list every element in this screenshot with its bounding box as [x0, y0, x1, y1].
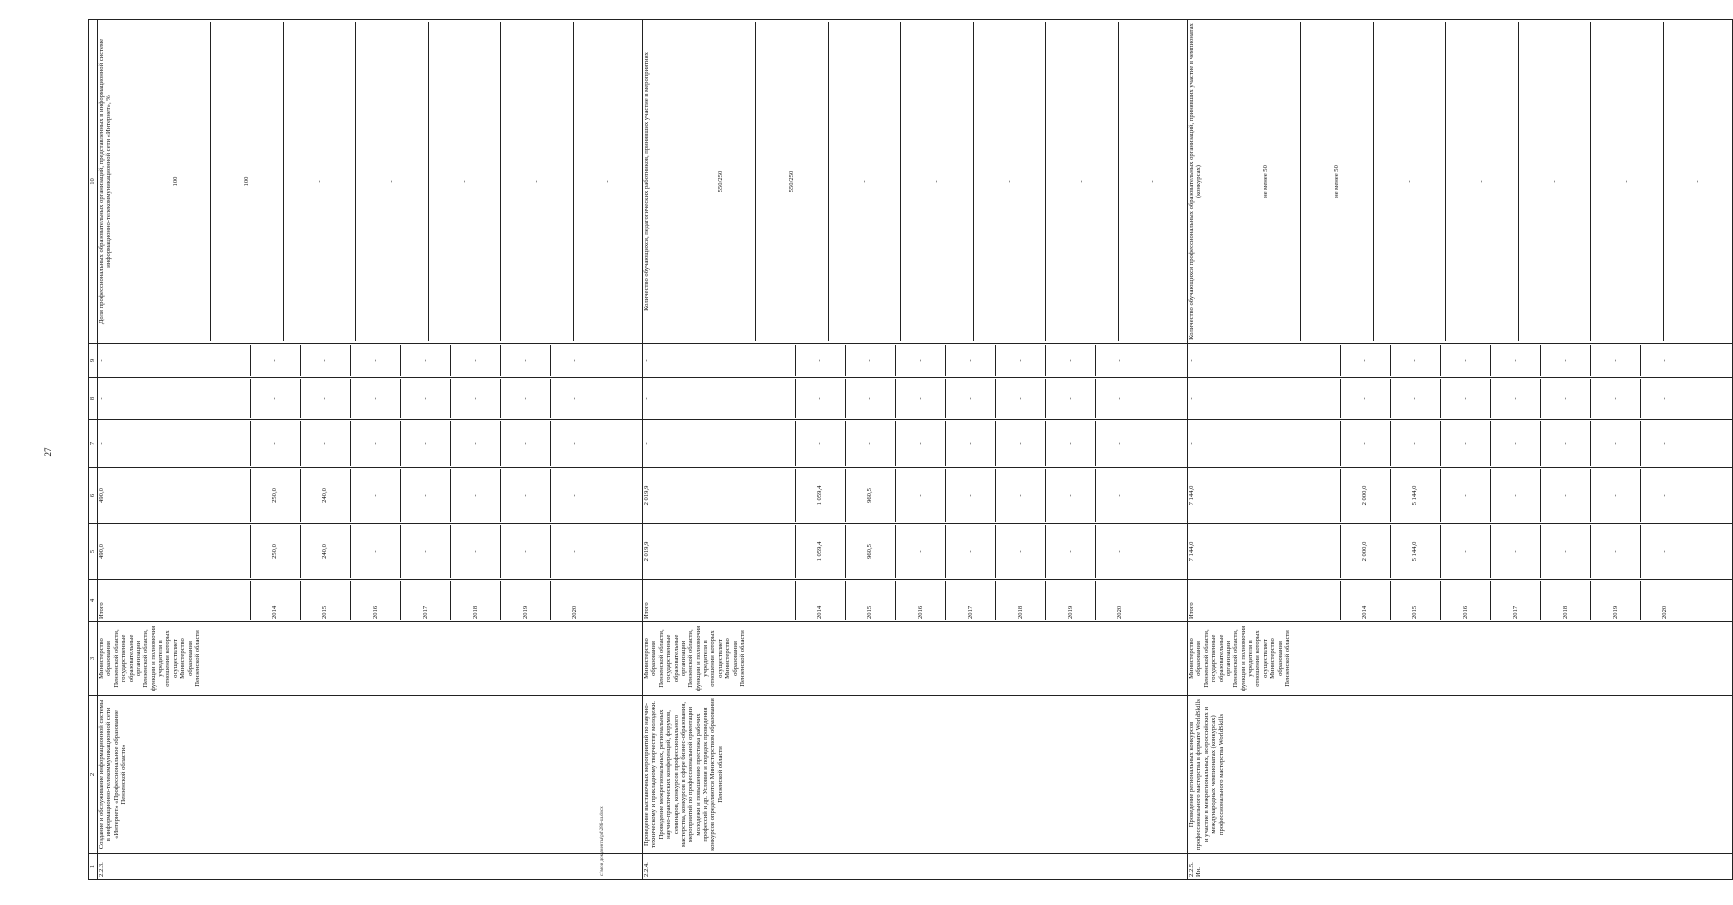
year-value-cell: 490,0 — [98, 525, 250, 578]
indicator-text: Доля профессиональных образовательных организаций, представленных в информационной системе информационно-телекоммуникационной сети «Интернет», % — [98, 38, 113, 325]
year-value-cell: 5 144,0 — [1390, 525, 1440, 578]
year-value-cell: 100 — [142, 22, 211, 341]
year-value-cell: - — [895, 525, 945, 578]
executor-cell: Министерство образования Пензенской области, государственные образовательные организации Пензенской области, функции и полномочия учредителя в отношении которых осуществляет Министерство образования Пензенской области — [98, 622, 643, 696]
year-value-cell: - — [1660, 494, 1668, 497]
years-cell — [1188, 580, 1733, 622]
year-values-table — [98, 581, 598, 620]
year-value-cell: 2017 — [945, 581, 995, 620]
year-value-cell: - — [570, 442, 578, 445]
year-value-cell: 1 059,4 — [795, 469, 845, 522]
year-value-cell: - — [356, 22, 429, 341]
table-row — [98, 20, 643, 880]
year-value-cell: - — [250, 421, 300, 466]
year-values-table — [98, 379, 598, 418]
year-value-cell: - — [1045, 469, 1095, 522]
year-value-cell: - — [845, 421, 895, 466]
year-value-cell: 5 144,0 — [1390, 469, 1440, 522]
year-value-cell: - — [500, 525, 550, 578]
col8-cell — [643, 378, 1188, 420]
activity-description: Проведение выставочных мероприятий по научно-техническому и прикладному творчеству молодежи. Проведение межрегиональных, региональных научно-практических конференций, форумов, семинаров, конкурсов профессионального мастерства, конкурсов в сфере бизнес-образования, мероприятий по профессиональной ориентации молодежи и повышению престижа рабочих профессий и др. Условия и порядок проведения конкурсов определяются Министерством образования Пензенской области — [643, 696, 1188, 854]
year-value-cell: 490,0 — [98, 469, 250, 522]
year-values-table — [98, 525, 598, 578]
year-value-cell: - — [1490, 379, 1540, 418]
year-value-cell: - — [400, 421, 450, 466]
year-value-cell: - — [500, 379, 550, 418]
year-value-cell: - — [1660, 397, 1668, 400]
year-value-cell: - — [1115, 397, 1123, 400]
col8-cell — [98, 378, 643, 420]
year-value-cell: - — [400, 345, 450, 376]
year-value-cell: - — [1540, 421, 1590, 466]
year-value-cell: - — [845, 379, 895, 418]
year-value-cell: - — [1340, 345, 1390, 376]
year-value-cell: - — [1590, 525, 1640, 578]
column-number: 2 — [89, 696, 98, 854]
year-value-cell: - — [1590, 469, 1640, 522]
year-value-cell: - — [500, 421, 550, 466]
year-value-cell: - — [1115, 359, 1123, 362]
year-values-table — [643, 421, 1143, 466]
indicator-text: Количество обучающихся, педагогических работников, принявших участие в мероприятиях — [643, 52, 650, 311]
year-value-cell: - — [1660, 550, 1668, 553]
year-value-cell: 2019 — [1590, 581, 1640, 620]
year-value-cell: 7 144,0 — [1188, 525, 1340, 578]
year-value-cell: - — [400, 525, 450, 578]
year-value-cell: - — [500, 345, 550, 376]
year-value-cell: - — [350, 421, 400, 466]
year-value-cell: - — [501, 22, 574, 341]
activity-description: Создание и обслуживание информационной системы в информационно-телекоммуникационной сети «Интернет» «Профессиональное образование Пензенской области» — [98, 696, 643, 854]
year-value-cell: 250,0 — [250, 525, 300, 578]
year-value-cell: - — [973, 22, 1046, 341]
year-value-cell: - — [300, 379, 350, 418]
year-value-cell: - — [450, 525, 500, 578]
year-value-cell: - — [828, 22, 901, 341]
year-value-cell: - — [1490, 525, 1540, 578]
year-value-cell: - — [350, 379, 400, 418]
year-value-cell: 2015 — [845, 581, 895, 620]
year-value-cell: - — [1045, 379, 1095, 418]
year-value-cell: 2020 — [1115, 605, 1123, 619]
years-cell — [98, 580, 643, 622]
year-values-table — [1188, 379, 1688, 418]
year-value-cell: - — [1115, 550, 1123, 553]
year-value-cell: - — [995, 379, 1045, 418]
year-values-table — [643, 469, 1143, 522]
regional-budget-cell — [98, 468, 643, 524]
program-table — [88, 19, 1733, 880]
year-value-cell: 2 019,9 — [643, 469, 795, 522]
year-value-cell: - — [1390, 345, 1440, 376]
year-value-cell: - — [1188, 421, 1340, 466]
year-value-cell: 1 059,4 — [795, 525, 845, 578]
year-value-cell: - — [1045, 421, 1095, 466]
year-value-cell: - — [895, 469, 945, 522]
year-value-cell: - — [1188, 379, 1340, 418]
years-cell — [643, 580, 1188, 622]
year-values-table — [643, 581, 1143, 620]
year-value-cell: 2019 — [1045, 581, 1095, 620]
year-value-cell: - — [643, 379, 795, 418]
row-number: 2.2.4. — [643, 854, 1188, 880]
year-values-table — [1232, 22, 1732, 341]
year-value-cell: Итого — [98, 581, 250, 620]
year-value-cell: - — [945, 345, 995, 376]
year-value-cell: - — [995, 345, 1045, 376]
year-value-cell: - — [1540, 469, 1590, 522]
year-value-cell: 240,0 — [300, 469, 350, 522]
year-value-cell: 960,5 — [845, 469, 895, 522]
year-value-cell: - — [400, 379, 450, 418]
year-value-cell: - — [450, 421, 500, 466]
total-funding-cell — [643, 524, 1188, 580]
year-value-cell: - — [1149, 180, 1157, 183]
year-value-cell: - — [1694, 180, 1702, 183]
year-value-cell: - — [1045, 525, 1095, 578]
year-value-cell: 100 — [211, 22, 284, 341]
year-value-cell: 2020 — [1660, 605, 1668, 619]
year-value-cell: - — [1390, 421, 1440, 466]
year-value-cell: - — [450, 345, 500, 376]
row-number: 2.2.3. — [98, 854, 643, 880]
total-funding-cell — [98, 524, 643, 580]
year-values-table — [98, 345, 598, 376]
year-value-cell: - — [1390, 379, 1440, 418]
year-value-cell: - — [1446, 22, 1519, 341]
page-number: 27 — [43, 447, 53, 457]
year-value-cell: 2014 — [795, 581, 845, 620]
year-value-cell: 2015 — [1390, 581, 1440, 620]
year-value-cell: 2016 — [1440, 581, 1490, 620]
regional-budget-cell — [643, 468, 1188, 524]
col9-cell — [1188, 344, 1733, 378]
year-value-cell: - — [570, 550, 578, 553]
year-value-cell: - — [845, 345, 895, 376]
year-value-cell: - — [300, 345, 350, 376]
year-value-cell: - — [1590, 345, 1640, 376]
year-value-cell: - — [643, 421, 795, 466]
year-value-cell: - — [1591, 22, 1664, 341]
year-value-cell: - — [1340, 421, 1390, 466]
year-value-cell: - — [795, 379, 845, 418]
year-value-cell: 250,0 — [250, 469, 300, 522]
year-value-cell: - — [1340, 379, 1390, 418]
year-value-cell: 2018 — [1540, 581, 1590, 620]
year-value-cell: - — [995, 469, 1045, 522]
year-value-cell: - — [795, 345, 845, 376]
year-value-cell: 550/250 — [756, 22, 829, 341]
year-value-cell: - — [1490, 421, 1540, 466]
year-value-cell: - — [1440, 525, 1490, 578]
year-values-table — [1188, 525, 1688, 578]
year-value-cell: 960,5 — [845, 525, 895, 578]
year-value-cell: - — [500, 469, 550, 522]
year-value-cell: - — [1660, 359, 1668, 362]
column-number: 3 — [89, 622, 98, 696]
regional-budget-cell — [1188, 468, 1733, 524]
executor-cell: Министерство образования Пензенской области, государственные образовательные организации Пензенской области, функции и полномочия учредителя в отношении которых осуществляет Министерство образования Пензенской области — [643, 622, 1188, 696]
year-value-cell: - — [945, 421, 995, 466]
column-number-row — [89, 20, 98, 880]
year-value-cell: 2014 — [250, 581, 300, 620]
indicator-cell — [98, 20, 643, 344]
year-value-cell: 2017 — [400, 581, 450, 620]
year-values-table — [687, 22, 1187, 341]
year-value-cell: - — [895, 379, 945, 418]
year-value-cell: - — [901, 22, 974, 341]
year-value-cell: - — [250, 345, 300, 376]
col9-cell — [643, 344, 1188, 378]
year-value-cell: - — [98, 379, 250, 418]
year-values-table — [1188, 345, 1688, 376]
year-value-cell: - — [1440, 345, 1490, 376]
year-value-cell: - — [1045, 345, 1095, 376]
year-value-cell: - — [1440, 421, 1490, 466]
year-value-cell: - — [250, 379, 300, 418]
year-value-cell: 2 000,0 — [1340, 469, 1390, 522]
year-value-cell: - — [570, 359, 578, 362]
year-value-cell: не менее 50 — [1301, 22, 1374, 341]
year-value-cell: - — [98, 421, 250, 466]
year-value-cell: - — [895, 421, 945, 466]
year-value-cell: 2016 — [895, 581, 945, 620]
year-value-cell: - — [350, 469, 400, 522]
col8-cell — [1188, 378, 1733, 420]
year-value-cell: 2019 — [500, 581, 550, 620]
indicator-text: Количество обучающихся профессиональных образовательных организаций, принявших участие в чемпионатах (конкурсах) — [1188, 23, 1203, 340]
year-value-cell: - — [450, 469, 500, 522]
year-value-cell: - — [895, 345, 945, 376]
row-number: 2.2.5. Ин. — [1188, 854, 1733, 880]
year-value-cell: 7 144,0 — [1188, 469, 1340, 522]
year-value-cell: 2 000,0 — [1340, 525, 1390, 578]
year-value-cell: 2018 — [450, 581, 500, 620]
indicator-cell — [1188, 20, 1733, 344]
column-number: 4 — [89, 580, 98, 622]
column-number: 9 — [89, 344, 98, 378]
year-values-table — [142, 22, 642, 341]
year-value-cell: - — [1540, 525, 1590, 578]
year-value-cell: Итого — [643, 581, 795, 620]
year-values-table — [98, 421, 598, 466]
year-values-table — [98, 469, 598, 522]
executor-cell: Министерство образования Пензенской области, государственные образовательные организации Пензенской области, функции и полномочия учредителя в отношении которых осуществляет Министерство образования Пензенской области — [1188, 622, 1733, 696]
year-value-cell: - — [1115, 442, 1123, 445]
year-values-table — [1188, 581, 1688, 620]
col9-cell — [98, 344, 643, 378]
column-number: 6 — [89, 468, 98, 524]
total-funding-cell — [1188, 524, 1733, 580]
year-value-cell: - — [795, 421, 845, 466]
year-value-cell: - — [1046, 22, 1119, 341]
year-value-cell: - — [428, 22, 501, 341]
column-number: 10 — [89, 20, 98, 344]
year-value-cell: - — [1440, 469, 1490, 522]
year-values-table — [1188, 421, 1688, 466]
year-value-cell: - — [1440, 379, 1490, 418]
year-value-cell: - — [945, 379, 995, 418]
year-value-cell: 2020 — [570, 605, 578, 619]
year-value-cell: 240,0 — [300, 525, 350, 578]
year-value-cell: 2017 — [1490, 581, 1540, 620]
column-number: 7 — [89, 420, 98, 468]
year-value-cell: - — [283, 22, 356, 341]
table-body — [98, 20, 1733, 880]
year-value-cell: - — [945, 469, 995, 522]
year-value-cell: 2 019,9 — [643, 525, 795, 578]
col7-cell — [1188, 420, 1733, 468]
year-value-cell: - — [1490, 345, 1540, 376]
year-value-cell: - — [1590, 421, 1640, 466]
year-values-table — [643, 345, 1143, 376]
table-row — [643, 20, 1188, 880]
year-value-cell: - — [643, 345, 795, 376]
year-value-cell: - — [995, 421, 1045, 466]
year-value-cell: - — [350, 525, 400, 578]
year-value-cell: - — [98, 345, 250, 376]
col7-cell — [643, 420, 1188, 468]
year-value-cell: - — [1490, 469, 1540, 522]
year-value-cell: - — [1660, 442, 1668, 445]
year-value-cell: - — [995, 525, 1045, 578]
year-value-cell: - — [1518, 22, 1591, 341]
year-values-table — [1188, 469, 1688, 522]
col7-cell — [98, 420, 643, 468]
year-value-cell: 2015 — [300, 581, 350, 620]
table-row — [1188, 20, 1733, 880]
year-value-cell: - — [1373, 22, 1446, 341]
footer-file-path: c:\мои документы\pd\286-ш.docx — [600, 806, 605, 876]
column-number: 8 — [89, 378, 98, 420]
year-values-table — [643, 379, 1143, 418]
activity-description: Проведение региональных конкурсов профессионального мастерства в формате WorldSkills и участие в межрегиональных, всероссийских и международных чемпионатах (конкурсах) профессионального мастерства WorldSkills — [1188, 696, 1733, 854]
year-value-cell: - — [945, 525, 995, 578]
year-value-cell: - — [1115, 494, 1123, 497]
year-value-cell: 2018 — [995, 581, 1045, 620]
year-value-cell: Итого — [1188, 581, 1340, 620]
year-value-cell: не менее 50 — [1232, 22, 1301, 341]
indicator-cell — [643, 20, 1188, 344]
year-value-cell: - — [570, 397, 578, 400]
column-number: 1 — [89, 854, 98, 880]
year-value-cell: - — [1188, 345, 1340, 376]
year-value-cell: - — [400, 469, 450, 522]
year-value-cell: - — [570, 494, 578, 497]
year-value-cell: - — [1590, 379, 1640, 418]
year-value-cell: - — [450, 379, 500, 418]
year-value-cell: 2014 — [1340, 581, 1390, 620]
year-value-cell: - — [1540, 345, 1590, 376]
column-number: 5 — [89, 524, 98, 580]
year-value-cell: 2016 — [350, 581, 400, 620]
year-value-cell: - — [1540, 379, 1590, 418]
year-value-cell: - — [300, 421, 350, 466]
year-value-cell: 550/250 — [687, 22, 756, 341]
year-values-table — [643, 525, 1143, 578]
year-value-cell: - — [604, 180, 612, 183]
year-value-cell: - — [350, 345, 400, 376]
